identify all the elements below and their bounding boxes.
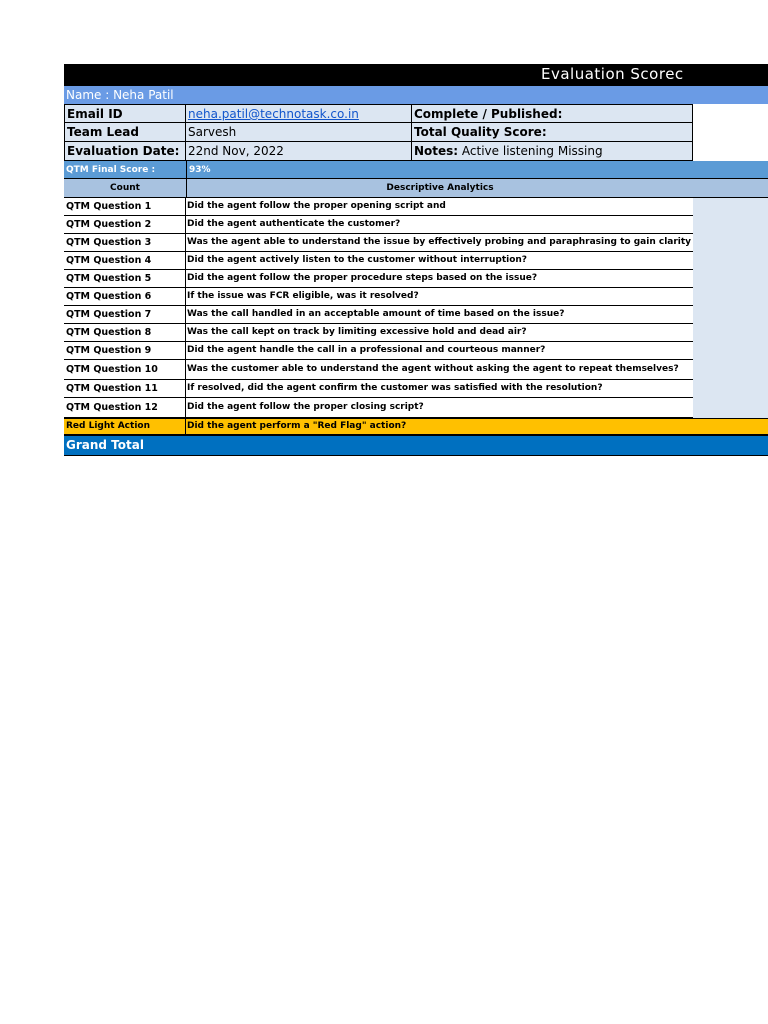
question-text: Was the call kept on track by limiting excessive hold and dead air? [186,324,693,342]
question-label: QTM Question 6 [64,288,186,306]
question-text: Did the agent follow the proper closing script? [186,398,693,418]
analytics-header: Descriptive Analytics [186,179,693,197]
table-row [64,306,768,324]
red-light-label: Red Light Action [64,419,186,434]
question-text: If the issue was FCR eligible, was it resolved? [186,288,693,306]
team-lead-label: Team Lead [64,123,186,142]
question-label: QTM Question 11 [64,380,186,398]
eval-date-label: Evaluation Date: [64,142,186,161]
red-light-text: Did the agent perform a "Red Flag" action? [187,421,407,431]
question-text: Did the agent actively listen to the customer without interruption? [186,252,693,270]
question-text: Did the agent authenticate the customer? [186,216,693,234]
evaluation-scorecard-sheet [64,64,768,456]
title-bar [64,64,768,86]
eval-date-value: 22nd Nov, 2022 [186,142,412,161]
question-label: QTM Question 12 [64,398,186,418]
notes-cell [412,142,693,161]
agent-name: Name : Neha Patil [66,88,174,102]
final-score-row [64,161,768,179]
email-cell [186,104,412,123]
question-label: QTM Question 7 [64,306,186,324]
table-row [64,252,768,270]
table-row [64,198,768,216]
question-text: Was the agent able to understand the issue by effectively probing and paraphrasing to gain clarity [186,234,693,252]
question-label: QTM Question 9 [64,342,186,360]
question-text: If resolved, did the agent confirm the customer was satisfied with the resolution? [186,380,693,398]
table-row [64,360,768,380]
table-row [64,342,768,360]
final-score-value: 93% [186,161,768,178]
notes-value: Active listening Missing [458,144,603,158]
email-label: Email ID [64,104,186,123]
count-header: Count [110,183,140,193]
final-score-label: QTM Final Score : [66,165,156,175]
grand-total-label: Grand Total [66,438,144,452]
questions-list [64,198,768,418]
table-row [64,216,768,234]
table-row [64,234,768,252]
table-header-row [64,179,768,198]
email-link[interactable]: neha.patil@technotask.co.in [188,107,359,121]
name-bar [64,86,768,104]
info-row-eval-date [64,142,768,161]
table-row [64,288,768,306]
question-label: QTM Question 8 [64,324,186,342]
question-text: Did the agent handle the call in a professional and courteous manner? [186,342,693,360]
total-quality-label: Total Quality Score: [412,123,693,142]
grand-total-row [64,436,768,456]
question-text: Was the customer able to understand the agent without asking the agent to repeat themselves? [186,360,693,380]
info-row-team-lead [64,123,768,142]
question-text: Did the agent follow the proper procedure steps based on the issue? [186,270,693,288]
table-row [64,324,768,342]
question-label: QTM Question 4 [64,252,186,270]
complete-published-label: Complete / Published: [412,104,693,123]
question-label: QTM Question 2 [64,216,186,234]
table-row [64,270,768,288]
question-label: QTM Question 5 [64,270,186,288]
sheet-title: Evaluation Scorec [541,65,684,83]
table-row [64,398,768,418]
question-label: QTM Question 1 [64,198,186,216]
question-text: Did the agent follow the proper opening script and [186,198,693,216]
team-lead-value: Sarvesh [186,123,412,142]
info-row-email [64,104,768,123]
red-light-row [64,418,768,436]
question-label: QTM Question 3 [64,234,186,252]
question-text: Was the call handled in an acceptable amount of time based on the issue? [186,306,693,324]
table-row [64,380,768,398]
notes-label: Notes: [414,144,459,158]
question-label: QTM Question 10 [64,360,186,380]
